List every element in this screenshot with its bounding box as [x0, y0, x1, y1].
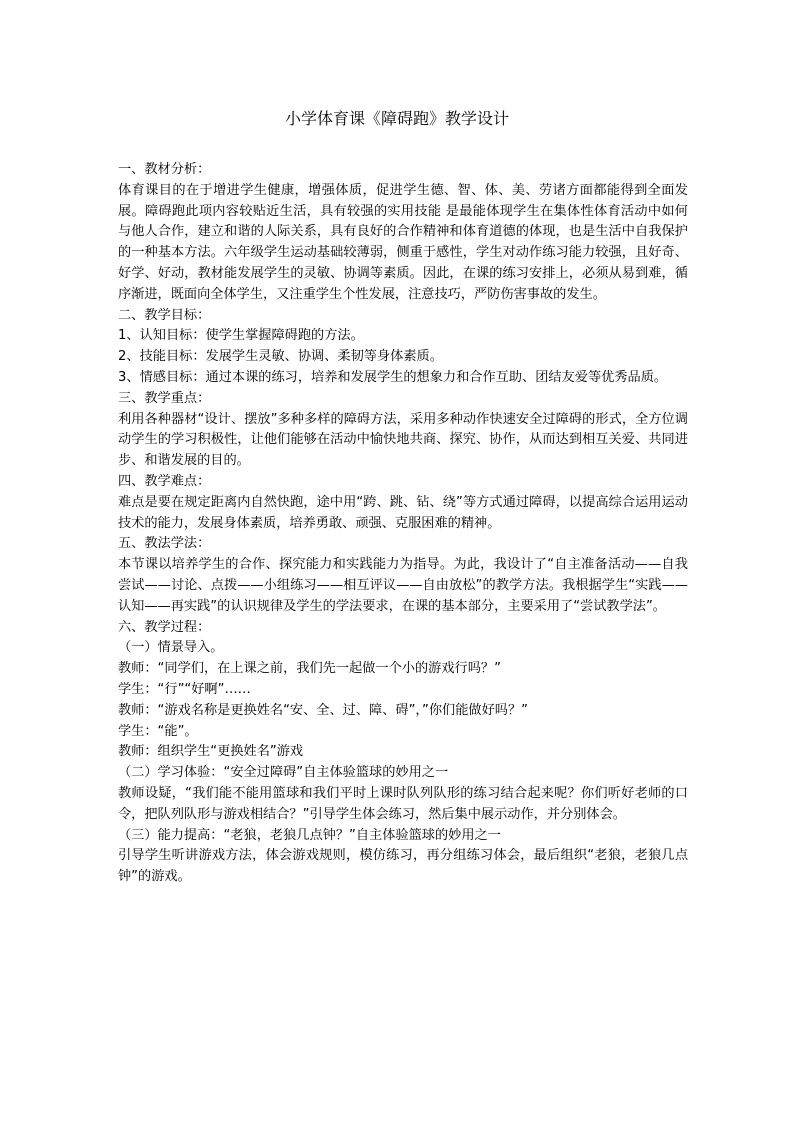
- process-step-3-text: 引导学生听讲游戏方法，体会游戏规则，模仿练习，再分组练习体会，最后组织“老狼，老狼几点钟”的游戏。: [118, 848, 688, 885]
- paragraph-methods: 本节课以培养学生的合作、探究能力和实践能力为指导。为此，我设计了“自主准备活动——自我尝试——讨论、点拨——小组练习——相互评议——自由放松”的教学方法。我根据学生“实践——认知——再实践”的认识规律及学生的学法要求，在课的基本部分，主要采用了“尝试教学法”。: [118, 557, 688, 614]
- process-step-3-heading: （三）能力提高：“老狼，老狼几点钟？”自主体验篮球的妙用之一: [118, 827, 501, 843]
- dialogue-line: 学生：“能”。: [118, 723, 198, 739]
- section-heading-key-points: 三、教学重点：: [118, 390, 211, 406]
- dialogue-line: 学生：“行”“好啊”……: [118, 681, 251, 697]
- section-heading-process: 六、教学过程：: [118, 619, 211, 635]
- document-title: 小学体育课《障碍跑》教学设计: [284, 109, 509, 128]
- process-step-1-heading: （一）情景导入。: [118, 640, 224, 656]
- dialogue-line: 教师：“游戏名称是更换姓名“安、全、过、障、碍”，”你们能做好吗？”: [118, 702, 528, 718]
- document-body: [118, 160, 688, 888]
- process-step-2-heading: （二）学习体验：“安全过障碍”自主体验篮球的妙用之一: [118, 765, 449, 781]
- process-step-2-text: 教师设疑，“我们能不能用篮球和我们平时上课时队列队形的练习结合起来呢？你们听好老师的口令，把队列队形与游戏相结合？”引导学生体会练习，然后集中展示动作，并分别体会。: [118, 785, 688, 822]
- section-heading-difficulties: 四、教学难点：: [118, 473, 211, 489]
- goal-cognitive: 1、认知目标：使学生掌握障碍跑的方法。: [118, 328, 364, 344]
- paragraph-key-points: 利用各种器材“设计、摆放”多种多样的障碍方法，采用多种动作快速安全过障碍的形式，全方位调动学生的学习积极性，让他们能够在活动中愉快地共商、探究、协作，从而达到相互关爱、共同进步、和谐发展的目的。: [118, 411, 688, 469]
- section-heading-methods: 五、教法学法：: [118, 536, 211, 552]
- paragraph-analysis: 体育课目的在于增进学生健康，增强体质，促进学生德、智、体、美、劳诸方面都能得到全面发展。障碍跑此项内容较贴近生活，具有较强的实用技能 是最能体现学生在集体性体育活动中如何与他人合作，建立和谐的人际关系，具有良好的合作精神和体育道德的体现，也是生活中自我保护的一种基本方法。六年级学生运动基础较薄弱，侧重于感性，学生对动作练习能力较强，且好奇、好学、好动，教材能发展学生的灵敏、协调等素质。因此，在课的练习安排上，必须从易到难，循序渐进，既面向全体学生，又注重学生个性发展，注意技巧，严防伤害事故的发生。: [118, 182, 688, 302]
- paragraph-difficulties: 难点是要在规定距离内自然快跑，途中用“跨、跳、钻、绕”等方式通过障碍，以提高综合运用运动技术的能力，发展身体素质，培养勇敢、顽强、克服困难的精神。: [118, 494, 688, 531]
- dialogue-line: 教师：组织学生“更换姓名”游戏: [118, 744, 304, 760]
- goal-skill: 2、技能目标：发展学生灵敏、协调、柔韧等身体素质。: [118, 349, 443, 365]
- goal-emotional: 3、情感目标：通过本课的练习，培养和发展学生的想象力和合作互助、团结友爱等优秀品质。: [118, 369, 668, 385]
- section-heading-analysis: 一、教材分析：: [118, 162, 211, 177]
- section-heading-goals: 二、教学目标：: [118, 307, 211, 323]
- dialogue-line: 教师：“同学们，在上课之前，我们先一起做一个小的游戏行吗？”: [118, 661, 501, 677]
